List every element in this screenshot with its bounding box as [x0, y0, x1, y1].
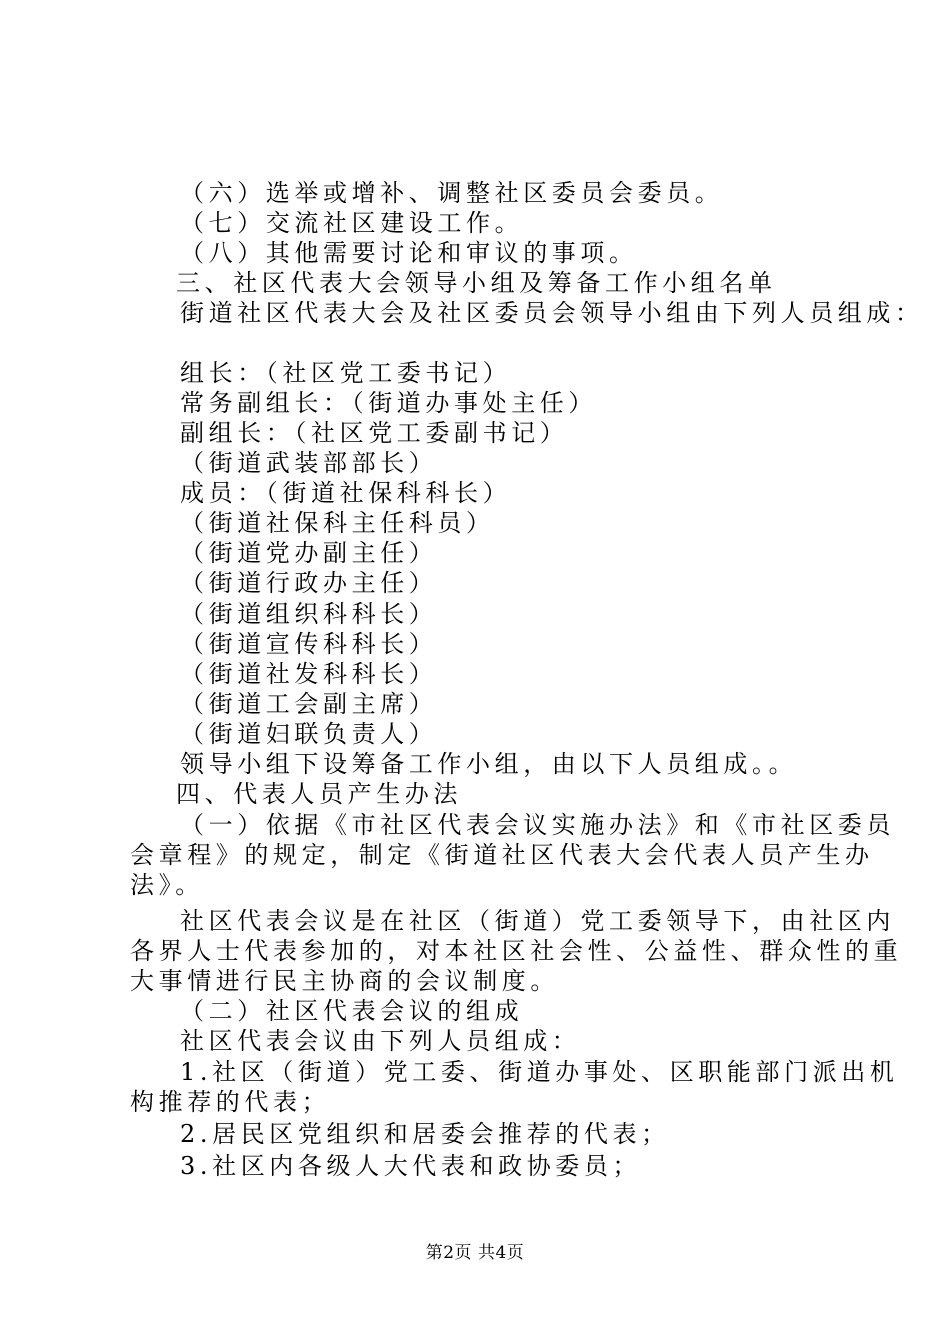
- text-line: 社区代表会议由下列人员组成：: [180, 1027, 581, 1055]
- text-line: （街道行政办主任）: [180, 569, 438, 597]
- text-line: 构推荐的代表；: [130, 1088, 331, 1116]
- text-line: （街道社保科主任科员）: [180, 509, 495, 537]
- text-line: 副组长：（社区党工委副书记）: [180, 419, 569, 447]
- text-line: （八）其他需要讨论和审议的事项。: [180, 239, 638, 267]
- text-line: 法》。: [130, 871, 204, 899]
- text-line: （六）选举或增补、调整社区委员会委员。: [180, 179, 724, 207]
- text-line: 各界人士代表参加的，对本社区社会性、公益性、群众性的重: [130, 937, 903, 965]
- page-footer: 第2页 共4页: [425, 1243, 525, 1263]
- text-line: 3.社区内各级人大代表和政协委员；: [180, 1152, 642, 1180]
- text-line: 大事情进行民主协商的会议制度。: [130, 967, 559, 995]
- text-line: 1.社区（街道）党工委、街道办事处、区职能部门派出机: [180, 1058, 899, 1086]
- text-line: 常务副组长：（街道办事处主任）: [180, 389, 597, 417]
- section-heading: 四、代表人员产生办法: [176, 780, 462, 808]
- text-line: （街道宣传科科长）: [180, 630, 438, 658]
- text-line: 街道社区代表大会及社区委员会领导小组由下列人员组成：: [180, 299, 924, 327]
- text-line: （街道党办副主任）: [180, 539, 438, 567]
- text-line: 2.居民区党组织和居委会推荐的代表；: [180, 1120, 670, 1148]
- text-line: （二）社区代表会议的组成: [180, 997, 524, 1025]
- section-heading: 三、社区代表大会领导小组及筹备工作小组名单: [176, 269, 777, 297]
- text-line: 组长：（社区党工委书记）: [180, 359, 512, 387]
- text-line: （一）依据《市社区代表会议实施办法》和《市社区委员: [180, 811, 895, 839]
- text-line: （七）交流社区建设工作。: [180, 209, 524, 237]
- text-line: 成员：（街道社保科科长）: [180, 479, 512, 507]
- text-line: （街道工会副主席）: [180, 690, 438, 718]
- text-line: 会章程》的规定，制定《街道社区代表大会代表人员产生办: [130, 841, 874, 869]
- text-line: 领导小组下设筹备工作小组，由以下人员组成。。: [180, 750, 798, 778]
- text-line: 社区代表会议是在社区（街道）党工委领导下，由社区内: [180, 907, 895, 935]
- text-line: （街道组织科科长）: [180, 600, 438, 628]
- text-line: （街道社发科科长）: [180, 660, 438, 688]
- text-line: （街道武装部部长）: [180, 449, 438, 477]
- text-line: （街道妇联负责人）: [180, 720, 438, 748]
